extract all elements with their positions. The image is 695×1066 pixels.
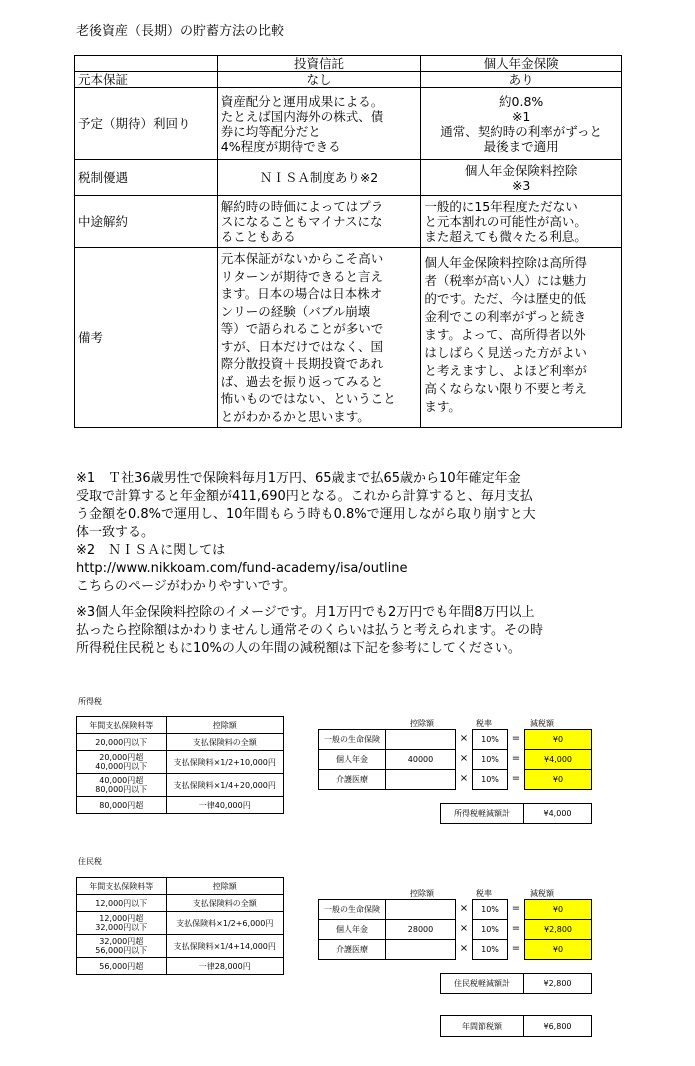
cell-pension: 約0.8% ※1 通常、契約時の利率がずっと 最後まで適用 — [421, 88, 622, 160]
note-3-line: ※3個人年金保険料控除のイメージです。月1万円でも2万円でも年間8万円以上 — [76, 605, 535, 620]
cell-trust: 解約時の時価によってはプラ スになることもマイナスにな ることもある — [217, 196, 421, 248]
calc-row-name: 一般の生命保険 — [318, 899, 386, 920]
table-row: 56,000円超 一律28,000円 — [77, 958, 284, 975]
equals-sign: = — [511, 773, 521, 784]
calc-row-name: 個人年金 — [318, 919, 386, 940]
table-row: 80,000円超 一律40,000円 — [77, 797, 284, 814]
calc-row-name: 個人年金 — [318, 749, 386, 770]
table-row: 12,000円以下 支払保険料の全額 — [77, 895, 284, 912]
calc-header-result: 減税額 — [530, 719, 554, 728]
calc-row-deduction: 40000 — [385, 749, 456, 770]
times-sign: × — [459, 923, 469, 934]
header-pension-insurance: 個人年金保険 — [421, 56, 622, 72]
times-sign: × — [459, 733, 469, 744]
cell-trust: なし — [217, 72, 421, 88]
resident-tax-deduction-table — [76, 877, 284, 975]
income-tax-total-value: ¥4,000 — [523, 803, 592, 824]
table-row — [75, 196, 622, 248]
calc-header-rate: 税率 — [476, 889, 492, 898]
yearly-savings-label: 年間節税額 — [440, 1015, 524, 1037]
calc-row-result: ¥2,800 — [524, 919, 592, 940]
table-row: 40,000円超 80,000円以下 支払保険料×1/4+20,000円 — [77, 774, 284, 797]
nisa-link[interactable]: http://www.nikkoam.com/fund-academy/isa/outline — [76, 561, 408, 576]
note-1-line: う金額を0.8%で運用し、10年間もらう時も0.8%で運用しながら取り崩すと大 — [76, 507, 536, 522]
calc-row-name: 介護医療 — [318, 769, 386, 790]
calc-row-rate: 10% — [472, 769, 508, 790]
yearly-savings-value: ¥6,800 — [523, 1015, 592, 1037]
equals-sign: = — [511, 753, 521, 764]
calc-row-deduction — [385, 729, 456, 750]
calc-header-rate: 税率 — [476, 719, 492, 728]
cell-pension: 個人年金保険料控除は高所得 者（税率が高い人）には魅力 的です。ただ、今は歴史的低 金利でこの利率がずっと続き ます。よって、高所得者以外 はしばらく見送った方がよい と考えますし、よほど利率が 高くならない限り不要と考え ます。 — [421, 248, 622, 428]
calc-row-deduction: 28000 — [385, 919, 456, 940]
calc-row-rate: 10% — [472, 939, 508, 960]
note-3-line: 払ったら控除額はかわりませんし通常そのくらいは払うと考えられます。その時 — [76, 623, 543, 638]
table-row — [75, 72, 622, 88]
row-label: 元本保証 — [75, 72, 218, 88]
cell-trust: 資産配分と運用成果による。 たとえば国内海外の株式、債 券に均等配分だと 4%程度が期待できる — [217, 88, 421, 160]
calc-row-rate: 10% — [472, 919, 508, 940]
resident-tax-total-label: 住民税軽減額計 — [440, 973, 524, 994]
calc-row-rate: 10% — [472, 749, 508, 770]
calc-row-result: ¥0 — [524, 769, 592, 790]
row-label: 中途解約 — [75, 196, 218, 248]
header-empty — [75, 56, 218, 72]
table-header-row: 年間支払保険料等 控除額 — [77, 878, 284, 895]
table-row — [75, 88, 622, 160]
table-row — [75, 248, 622, 428]
calc-header-deduction: 控除額 — [410, 889, 434, 898]
table-row — [75, 160, 622, 196]
row-label: 税制優遇 — [75, 160, 218, 196]
cell-trust: ＮＩＳＡ制度あり※2 — [217, 160, 421, 196]
calc-row-result: ¥4,000 — [524, 749, 592, 770]
note-1-line: ※1 Ｔ社36歳男性で保険料毎月1万円、65歳まで払65歳から10年確定年金 — [76, 471, 521, 486]
row-label: 備考 — [75, 248, 218, 428]
calc-row-name: 一般の生命保険 — [318, 729, 386, 750]
note-2-line: こちらのページがわかりやすいです。 — [76, 579, 296, 594]
cell-pension: 個人年金保険料控除 ※3 — [421, 160, 622, 196]
calc-row-result: ¥0 — [524, 729, 592, 750]
cell-pension: 一般的に15年程度ただない と元本割れの可能性が高い。 また超えても微々たる利息。 — [421, 196, 622, 248]
footnotes — [76, 470, 636, 658]
cell-trust: 元本保証がないからこそ高い リターンが期待できると言え ます。日本の場合は日本株オ ンリーの経験（バブル崩壊 等）で語られることが多いで すが、日本だけではなく、国 際分散投資＋長期投資であれ ば、過去を振り返ってみると 怖いものではない、ということ とがわかるかと思います。 — [217, 248, 421, 428]
table-row: 12,000円超 32,000円以下 支払保険料×1/2+6,000円 — [77, 912, 284, 935]
calc-row-name: 介護医療 — [318, 939, 386, 960]
calc-row-deduction — [385, 939, 456, 960]
calc-row-deduction — [385, 899, 456, 920]
resident-tax-total-value: ¥2,800 — [523, 973, 592, 994]
income-tax-deduction-table — [76, 716, 284, 814]
header-investment-trust: 投資信託 — [217, 56, 421, 72]
times-sign: × — [459, 903, 469, 914]
calc-row-deduction — [385, 769, 456, 790]
note-2-line: ※2 ＮＩＳＡに関しては — [76, 543, 226, 558]
table-row: 20,000円以下 支払保険料の全額 — [77, 734, 284, 751]
times-sign: × — [459, 753, 469, 764]
times-sign: × — [459, 943, 469, 954]
income-tax-label: 所得税 — [78, 697, 102, 706]
calc-row-result: ¥0 — [524, 899, 592, 920]
income-tax-total-label: 所得税軽減額計 — [440, 803, 524, 824]
calc-row-result: ¥0 — [524, 939, 592, 960]
equals-sign: = — [511, 903, 521, 914]
table-header-row — [75, 56, 622, 72]
calc-row-rate: 10% — [472, 899, 508, 920]
page-title: 老後資産（長期）の貯蓄方法の比較 — [76, 24, 285, 39]
cell-pension: あり — [421, 72, 622, 88]
calc-header-result: 減税額 — [530, 889, 554, 898]
resident-tax-label: 住民税 — [78, 857, 102, 866]
equals-sign: = — [511, 943, 521, 954]
table-row: 32,000円超 56,000円以下 支払保険料×1/4+14,000円 — [77, 935, 284, 958]
note-1-line: 受取で計算すると年金額が411,690円となる。これから計算すると、毎月支払 — [76, 489, 533, 504]
comparison-table — [74, 55, 622, 428]
equals-sign: = — [511, 733, 521, 744]
times-sign: × — [459, 773, 469, 784]
calc-row-rate: 10% — [472, 729, 508, 750]
note-1-line: 体一致する。 — [76, 525, 155, 540]
equals-sign: = — [511, 923, 521, 934]
note-3-line: 所得税住民税ともに10%の人の年間の減税額は下記を参考にしてください。 — [76, 641, 521, 656]
table-header-row: 年間支払保険料等 控除額 — [77, 717, 284, 734]
row-label: 予定（期待）利回り — [75, 88, 218, 160]
calc-header-deduction: 控除額 — [410, 719, 434, 728]
table-row: 20,000円超 40,000円以下 支払保険料×1/2+10,000円 — [77, 751, 284, 774]
